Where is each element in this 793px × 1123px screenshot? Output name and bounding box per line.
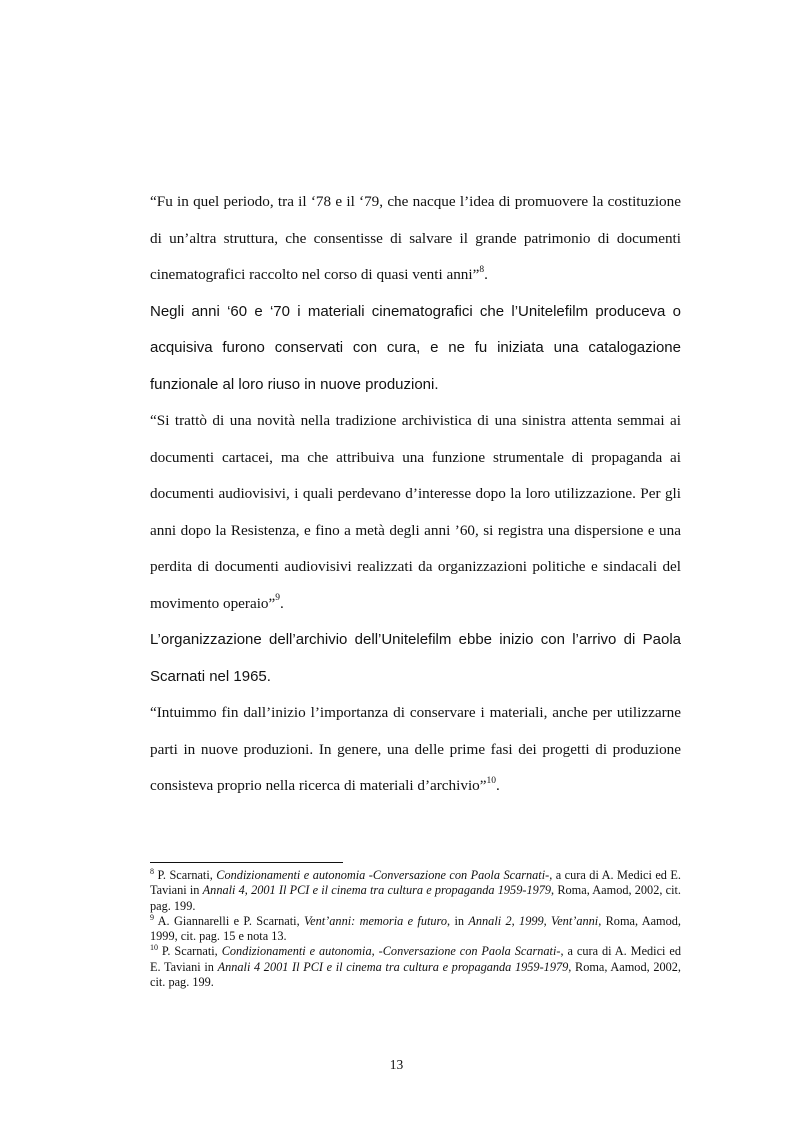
paragraph-quote-3: “Si trattò di una novità nella tradizione archivistica di una sinistra attenta semmai ai documenti cartacei, ma che attribuiva una funzione strumentale di propaganda ai documenti audiovisivi, i quali perdevano d’interesse dopo la loro utilizzazione. Per gli anni dopo la Resistenza, e fino a metà degli anni ’60, si registra una dispersione e una perdita di documenti audiovisivi realizzati da organizzazioni politiche e sindacali del movimento operaio”$^9$. [150, 412, 681, 612]
page-number: 13 [389, 1057, 404, 1072]
paragraph-2: Negli anni ‘60 e ‘70 i materiali cinematografici che l’Unitelefilm produceva o acquisiva furono conservati con cura, e ne fu iniziata una catalogazione funzionale al loro riuso in nuove produzioni. [150, 302, 681, 393]
paragraph-quote-1: “Fu in quel periodo, tra il ‘78 e il ‘79, che nacque l’idea di promuovere la costituzione di un’altra struttura, che consentisse di salvare il grande patrimonio di documenti cinematografici raccolto nel corso di quasi venti anni”$^8$. [150, 193, 681, 283]
footnote-10: $^{10}$ P. Scarnati, Condizionamenti e autonomia, -Conversazione con Paola Scarnati-, a cura di A. Medici ed E. Taviani in Annali 4 2001 Il PCI e il cinema tra cultura e propaganda 1959-1979, Roma, Aamod, 2002, cit. pag. 199. [150, 943, 681, 990]
paragraph-4: L’organizzazione dell’archivio dell’Unitelefilm ebbe inizio con l’arrivo di Paola Scarnati nel 1965. [150, 631, 681, 685]
footnote-separator [150, 862, 343, 863]
footnote-9: $^9$ A. Giannarelli e P. Scarnati, Vent’anni: memoria e futuro, in Annali 2, 1999, Vent’anni, Roma, Aamod, 1999, cit. pag. 15 e nota 13. [150, 912, 681, 944]
footnotes [150, 868, 681, 990]
footnote-ref-8: 8 [479, 264, 485, 275]
footnote-ref-10: 10 [486, 775, 497, 786]
paragraph-quote-5: “Intuimmo fin dall’inizio l’importanza di conservare i materiali, anche per utilizzarne parti in nuove produzioni. In genere, una delle prime fasi dei progetti di produzione consisteva proprio nella ricerca di materiali d’archivio”$^{10}$. [150, 704, 681, 794]
footnote-8: $^8$ P. Scarnati, Condizionamenti e autonomia -Conversazione con Paola Scarnati-, a cura di A. Medici ed E. Taviani in Annali 4, 2001 Il PCI e il cinema tra cultura e propaganda 1959-1979, Roma, Aamod, 2002, cit. pag. 199. [150, 866, 682, 913]
body-text [150, 184, 681, 805]
footnote-ref-9: 9 [275, 593, 281, 604]
